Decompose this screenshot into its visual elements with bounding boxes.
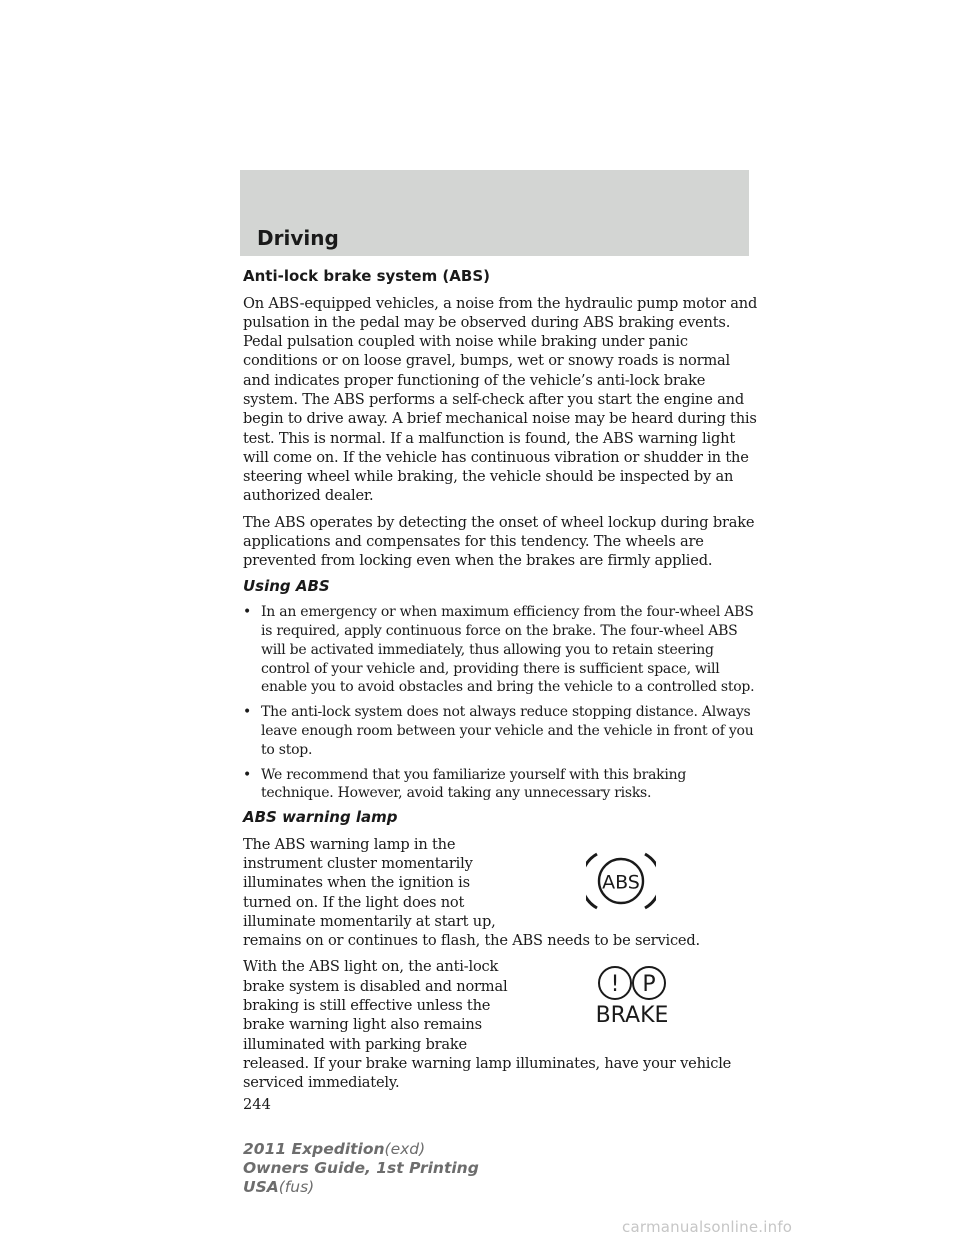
brake-lamp-paragraph-wrapped: With the ABS light on, the anti-lock brake system is disabled and normal braking is still effective unless the brake warning light also remains illuminated with parking brake <box>243 958 508 1053</box>
abs-lamp-heading: ABS warning lamp <box>243 808 398 827</box>
footer-model-code: (exd) <box>384 1140 426 1158</box>
abs-icon-label: ABS <box>602 871 640 894</box>
brake-icon-label: BRAKE <box>595 1003 669 1026</box>
brake-lamp-paragraph-tail: released. If your brake warning lamp illuminates, have your vehicle serviced immediately. <box>243 1054 732 1092</box>
page-number: 244 <box>243 1096 271 1114</box>
list-item <box>243 766 758 804</box>
using-abs-heading: Using ABS <box>243 576 330 595</box>
exclamation-icon: ! <box>610 972 620 998</box>
footer-line-2: Owners Guide, 1st Printing <box>243 1159 479 1177</box>
abs-warning-icon <box>586 850 656 912</box>
footer-model: 2011 Expedition <box>243 1140 385 1158</box>
footer-line-3 <box>243 1178 479 1197</box>
abs-paragraph-1: On ABS-equipped vehicles, a noise from the hydraulic pump motor and pulsation in the pedal may be observed during ABS braking events. Pedal pulsation coupled with noise while braking under panic conditions or on loose gravel, bumps, wet or snowy roads is normal and indicates proper functioning of the vehicle’s anti-lock brake system. The ABS performs a self-check after you start the engine and begin to drive away. A brief mechanical noise may be heard during this test. This is normal. If a malfunction is found, the ABS warning light will come on. If the vehicle has continuous vibration or shudder in the steering wheel while braking, the vehicle should be inspected by an authorized dealer. <box>243 294 758 505</box>
footer-market: USA <box>243 1178 279 1196</box>
list-item <box>243 703 758 759</box>
section-title: Driving <box>257 226 339 250</box>
list-item-text: The anti-lock system does not always reduce stopping distance. Always leave enough room between your vehicle and the vehicle in front of you to stop. <box>261 704 754 758</box>
list-item <box>243 603 758 697</box>
footer-market-code: (fus) <box>278 1178 315 1196</box>
page-content <box>243 268 758 1113</box>
abs-lamp-paragraph-wrapped: The ABS warning lamp in the instrument cluster momentarily illuminates when the ignition is turned on. If the light does not illuminate momentarily at start up, <box>243 835 496 930</box>
brake-warning-icon <box>587 965 677 1025</box>
parking-p-icon: P <box>642 972 656 998</box>
brake-lamp-block <box>243 957 758 1053</box>
document-footer <box>243 1140 479 1197</box>
abs-lamp-paragraph-tail: remains on or continues to flash, the ABS needs to be serviced. <box>243 932 700 950</box>
list-item-text: In an emergency or when maximum efficiency from the four-wheel ABS is required, apply continuous force on the brake. The four-wheel ABS will be activated immediately, thus allowing you to retain steering control of your vehicle and, providing there is sufficient space, will enable you to avoid obstacles and bring the vehicle to a controlled stop. <box>261 604 755 696</box>
list-item-text: We recommend that you familiarize yourself with this braking technique. However, avoid taking any unnecessary risks. <box>261 766 687 802</box>
abs-lamp-block <box>243 835 758 931</box>
bullet-dot: • <box>243 604 252 621</box>
footer-line-1 <box>243 1140 479 1159</box>
abs-paragraph-2: The ABS operates by detecting the onset of wheel lockup during brake applications and compensates for this tendency. The wheels are prevented from locking even when the brakes are firmly applied. <box>243 513 755 570</box>
watermark: carmanualsonline.info <box>622 1218 793 1236</box>
abs-heading: Anti-lock brake system (ABS) <box>243 267 490 285</box>
bullet-dot: • <box>243 704 252 721</box>
bullet-dot: • <box>243 766 252 783</box>
using-abs-list <box>243 603 758 803</box>
